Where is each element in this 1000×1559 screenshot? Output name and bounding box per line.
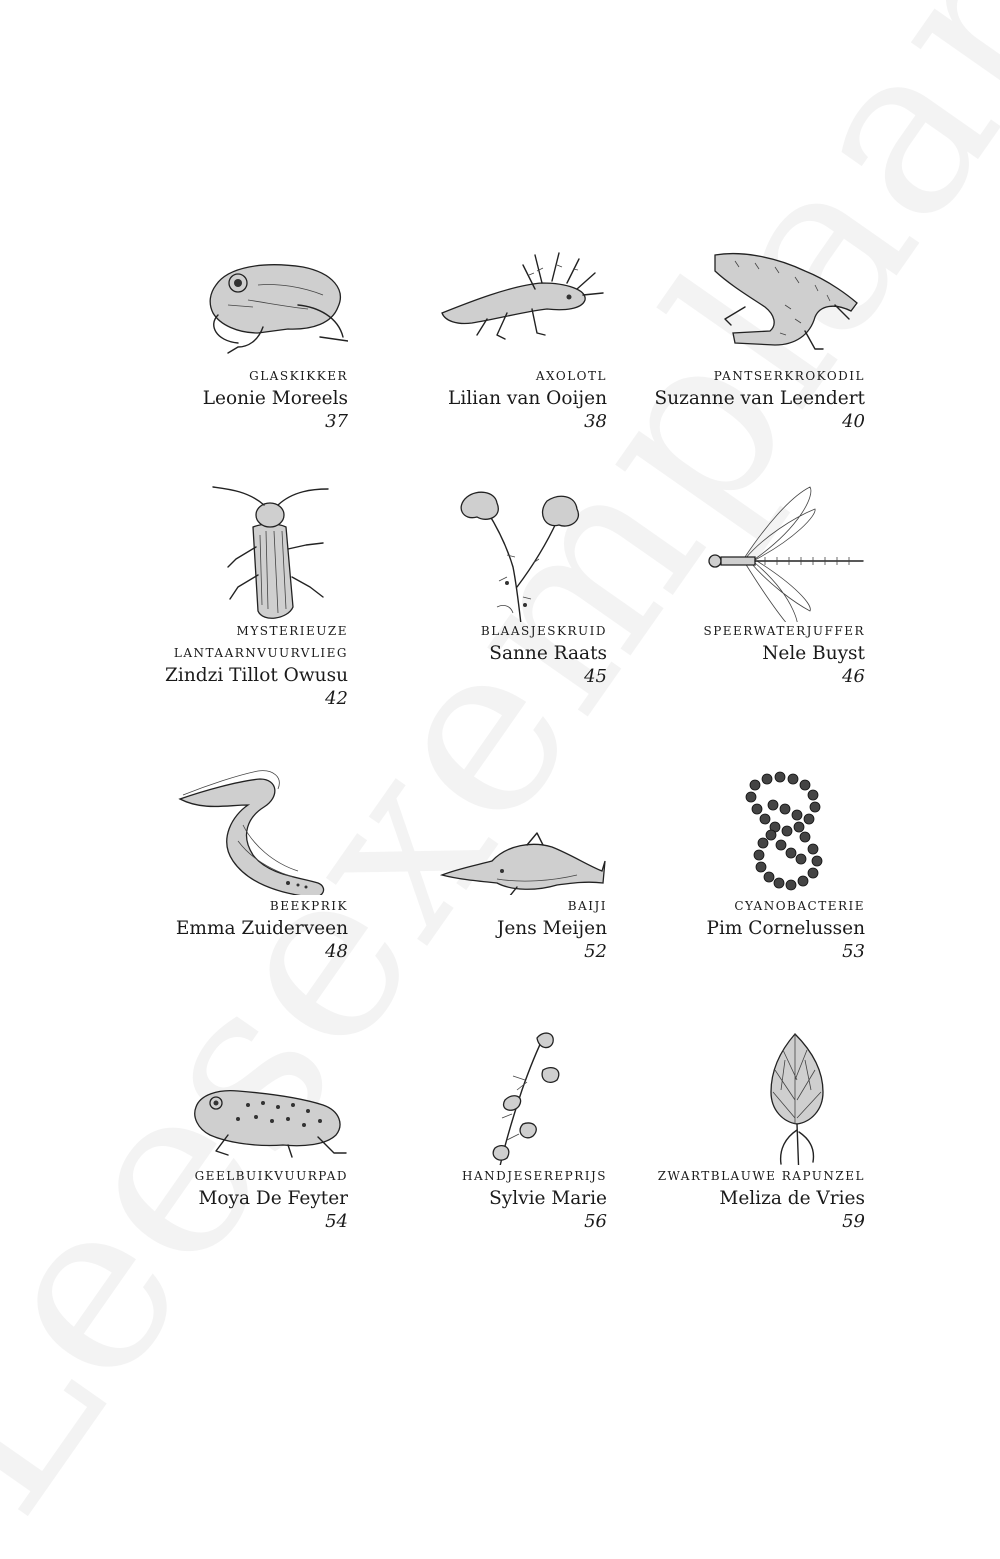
cyanobacteria-icon: [605, 755, 865, 895]
page-number: 45: [584, 666, 607, 687]
entry-baiji: [347, 775, 607, 975]
page-number: 46: [842, 666, 865, 687]
entry-beekprik: [88, 775, 348, 975]
species-name: BEEKPRIK: [269, 899, 348, 913]
page-number: 42: [325, 688, 348, 709]
author-name: Zindzi Tillot Owusu: [165, 665, 348, 686]
author-name: Sylvie Marie: [489, 1188, 607, 1209]
damselfly-icon: [605, 472, 865, 622]
beetle-icon: [88, 472, 348, 622]
entry-glaskikker: [88, 245, 348, 445]
species-name: GLASKIKKER: [249, 369, 348, 383]
entry-axolotl: [347, 245, 607, 445]
author-name: Leonie Moreels: [202, 388, 348, 409]
entry-cyanobacterie: [605, 775, 865, 975]
author-name: Sanne Raats: [489, 643, 607, 664]
species-name: GEELBUIKVUURPAD: [194, 1169, 348, 1183]
page-number: 48: [325, 941, 348, 962]
species-name: SPEERWATERJUFFER: [703, 624, 865, 638]
page-number: 38: [584, 411, 607, 432]
crocodile-icon: [605, 245, 865, 365]
page-number: 52: [584, 941, 607, 962]
author-name: Lilian van Ooijen: [448, 388, 607, 409]
author-name: Nele Buyst: [762, 643, 865, 664]
entry-lantaarnvuurvlieg: [88, 500, 348, 709]
page-number: 54: [325, 1211, 348, 1232]
bladderwort-icon: [347, 472, 607, 622]
author-name: Meliza de Vries: [719, 1188, 865, 1209]
species-name: BLAASJESKRUID: [480, 624, 607, 638]
page-number: 59: [842, 1211, 865, 1232]
species-name: BAIJI: [567, 899, 607, 913]
page-number: 56: [584, 1211, 607, 1232]
species-name-line2: LANTAARNVUURVLIEG: [173, 646, 348, 660]
author-name: Emma Zuiderveen: [175, 918, 348, 939]
page-number: 40: [842, 411, 865, 432]
author-name: Pim Cornelussen: [706, 918, 865, 939]
rampion-icon: [605, 1015, 865, 1165]
entry-geelbuikvuurpad: [88, 1045, 348, 1245]
axolotl-icon: [347, 245, 607, 365]
species-name: AXOLOTL: [535, 369, 607, 383]
dolphin-icon: [347, 775, 607, 895]
species-name-line1: MYSTERIEUZE: [236, 624, 348, 638]
entry-blaasjeskruid: [347, 500, 607, 700]
lamprey-icon: [88, 755, 348, 895]
entry-handjesereprijs: [347, 1045, 607, 1245]
entry-zwartblauwe-rapunzel: [605, 1045, 865, 1245]
species-name: CYANOBACTERIE: [734, 899, 865, 913]
species-name: HANDJESEREPRIJS: [462, 1169, 607, 1183]
author-name: Moya De Feyter: [198, 1188, 348, 1209]
speedwell-icon: [347, 1015, 607, 1165]
species-name: PANTSERKROKODIL: [713, 369, 865, 383]
frog-icon: [88, 245, 348, 365]
species-name: ZWARTBLAUWE RAPUNZEL: [657, 1169, 865, 1183]
author-name: Suzanne van Leendert: [654, 388, 865, 409]
entry-pantserkrokodil: [605, 245, 865, 445]
toad-icon: [88, 1045, 348, 1165]
author-name: Jens Meijen: [496, 918, 607, 939]
entry-speerwaterjuffer: [605, 500, 865, 700]
page-number: 37: [325, 411, 348, 432]
page-number: 53: [842, 941, 865, 962]
